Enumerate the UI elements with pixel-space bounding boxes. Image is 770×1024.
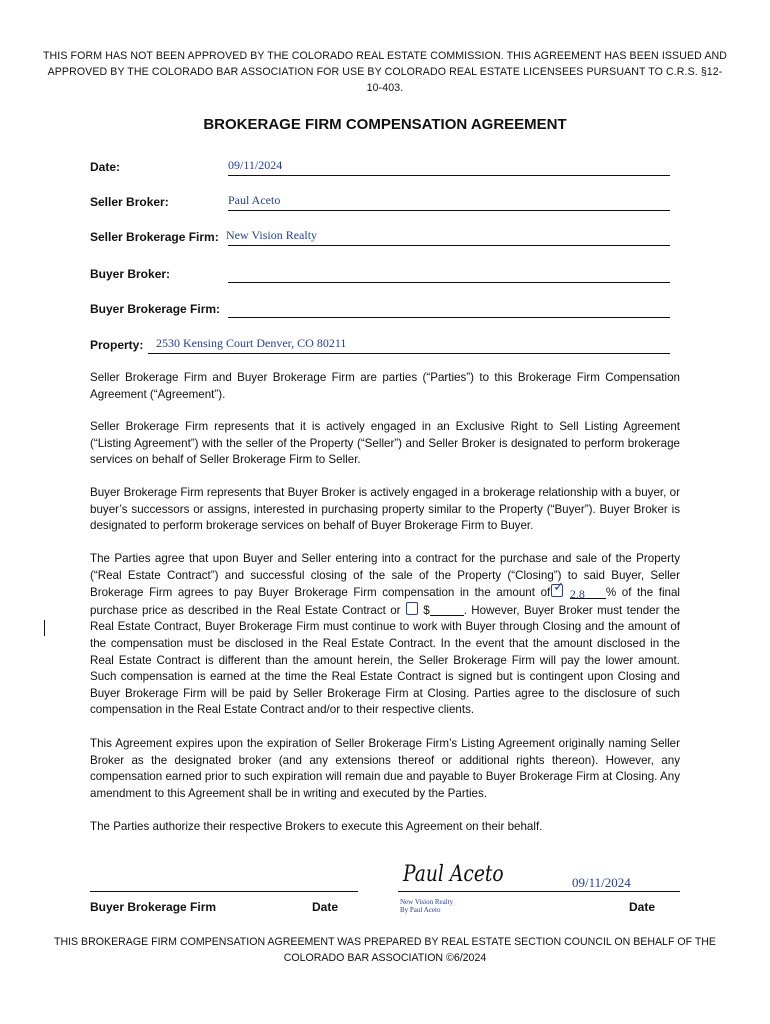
seller-broker-field-row [90,191,670,213]
seller-brokerage-firm-line[interactable] [228,245,670,246]
paragraph-buyer-representation: Buyer Brokerage Firm represents that Buyer Broker is actively engaged in a brokerage relationship with a buyer, or buyer’s successors or assigns, interested in purchasing property similar to the Property (“Buyer”). Buyer Broker is designated to perform brokerage services on behalf of Buyer Brokerage Firm to Buyer. [90,486,680,533]
seller-signature-line[interactable] [398,891,680,892]
dollar-checkbox[interactable] [406,602,418,615]
property-line[interactable] [148,353,670,354]
seller-broker-value[interactable]: Paul Aceto [228,193,281,207]
date-line[interactable] [228,175,670,176]
date-field-row [90,156,670,178]
date-value[interactable]: 09/11/2024 [228,158,283,172]
seller-firm-name: New Vision Realty [400,898,454,906]
seller-broker-line[interactable] [228,210,670,211]
property-label: Property: [90,338,144,352]
paragraph-seller-representation: Seller Brokerage Firm represents that it is actively engaged in an Exclusive Right to Sell Listing Agreement (“Listing Agreement”) with the seller of the Property (“Seller”) and Seller Broker is designated to perform brokerage services on behalf of Seller Brokerage Firm to Seller. [90,420,680,467]
property-value[interactable]: 2530 Kensing Court Denver, CO 80211 [156,336,347,350]
buyer-date-label: Date [312,900,339,914]
compensation-text-part3: . However, Buyer Broker must tender the Real Estate Contract, Buyer Brokerage Firm must continue to work with Buyer through Closing and the amount of the compensation must be disclosed in the Real Estate Contract. In the event that the amount disclosed in the Real Estate Contract is different than the amount herein, the Seller Brokerage Firm will pay the lower amount. Such compensation is earned at the time the Real Estate Contract is signed but is contingent upon Closing and Buyer Brokerage Firm will be paid by Seller Brokerage Firm at Closing. Parties agree to the disclosure of such compensation in the Real Estate Contract and/or to their respective clients. [90,603,680,717]
seller-date-label: Date [629,900,656,914]
checkmark-icon: ✓ [553,579,565,595]
dollar-sign: $ [423,603,430,617]
buyer-signature-line[interactable] [90,891,358,892]
buyer-brokerage-firm-label: Buyer Brokerage Firm: [90,302,221,316]
dollar-blank[interactable] [430,603,464,616]
seller-by-line: By Paul Aceto [400,906,441,914]
percent-value[interactable]: 2.8 [569,587,585,602]
buyer-brokerage-firm-field-row [90,298,670,320]
seller-brokerage-firm-label: Seller Brokerage Firm: [90,230,219,244]
seller-broker-label: Seller Broker: [90,195,169,209]
seller-brokerage-firm-field-row [90,226,670,248]
footer-notice: THIS BROKERAGE FIRM COMPENSATION AGREEMENT WAS PREPARED BY REAL ESTATE SECTION COUNCIL ON BEHALF OF THE COLORADO BAR ASSOCIATION ©6/2024 [53,936,717,964]
paragraph-authorization: The Parties authorize their respective Brokers to execute this Agreement on their behalf. [90,820,543,833]
header-notice: THIS FORM HAS NOT BEEN APPROVED BY THE COLORADO REAL ESTATE COMMISSION. THIS AGREEMENT HAS BEEN ISSUED AND APPROVED BY THE COLORADO BAR ASSOCIATION FOR USE BY COLORADO REAL ESTATE LICENSEES PURSUANT TO C.R.S. §12-10-403. [42,50,728,94]
paragraph-compensation [90,551,680,719]
buyer-broker-field-row [90,263,670,285]
date-label: Date: [90,160,121,174]
seller-signature[interactable]: Paul Aceto [403,862,504,887]
paragraph-expiration: This Agreement expires upon the expiration of Seller Brokerage Firm’s Listing Agreement originally naming Seller Broker as the designated broker (and any extensions thereof or additional rights thereon). However, any compensation earned prior to such expiration will remain due and payable to Buyer Brokerage Firm at Closing. Any amendment to this Agreement shall be in writing and executed by the Parties. [90,737,680,800]
buyer-brokerage-firm-line[interactable] [228,317,670,318]
percent-checkbox[interactable] [551,579,565,597]
buyer-broker-line[interactable] [228,282,670,283]
compensation-text-part2: % of the final purchase price as described in the Real Estate Contract or [90,586,681,617]
percent-blank[interactable] [569,586,606,602]
form-title: BROKERAGE FIRM COMPENSATION AGREEMENT [203,116,567,133]
buyer-broker-label: Buyer Broker: [90,267,171,281]
buyer-brokerage-firm-sig-label: Buyer Brokerage Firm [90,900,217,914]
compensation-text-part1: The Parties agree that upon Buyer and Seller entering into a contract for the purchase and sale of the Property (“Real Estate Contract”) and successful closing of the sale of the Property (“Closing”) to said Buyer, Seller Brokerage Firm agrees to pay Buyer Brokerage Firm compensation in the amount of [90,552,680,600]
paragraph-parties: Seller Brokerage Firm and Buyer Brokerage Firm are parties (“Parties”) to this Brokerage Firm Compensation Agreement (“Agreement”). [90,371,680,401]
seller-brokerage-firm-value[interactable]: New Vision Realty [226,228,318,242]
text-cursor [44,620,45,636]
property-field-row [90,334,670,356]
seller-signature-date[interactable]: 09/11/2024 [572,875,631,890]
